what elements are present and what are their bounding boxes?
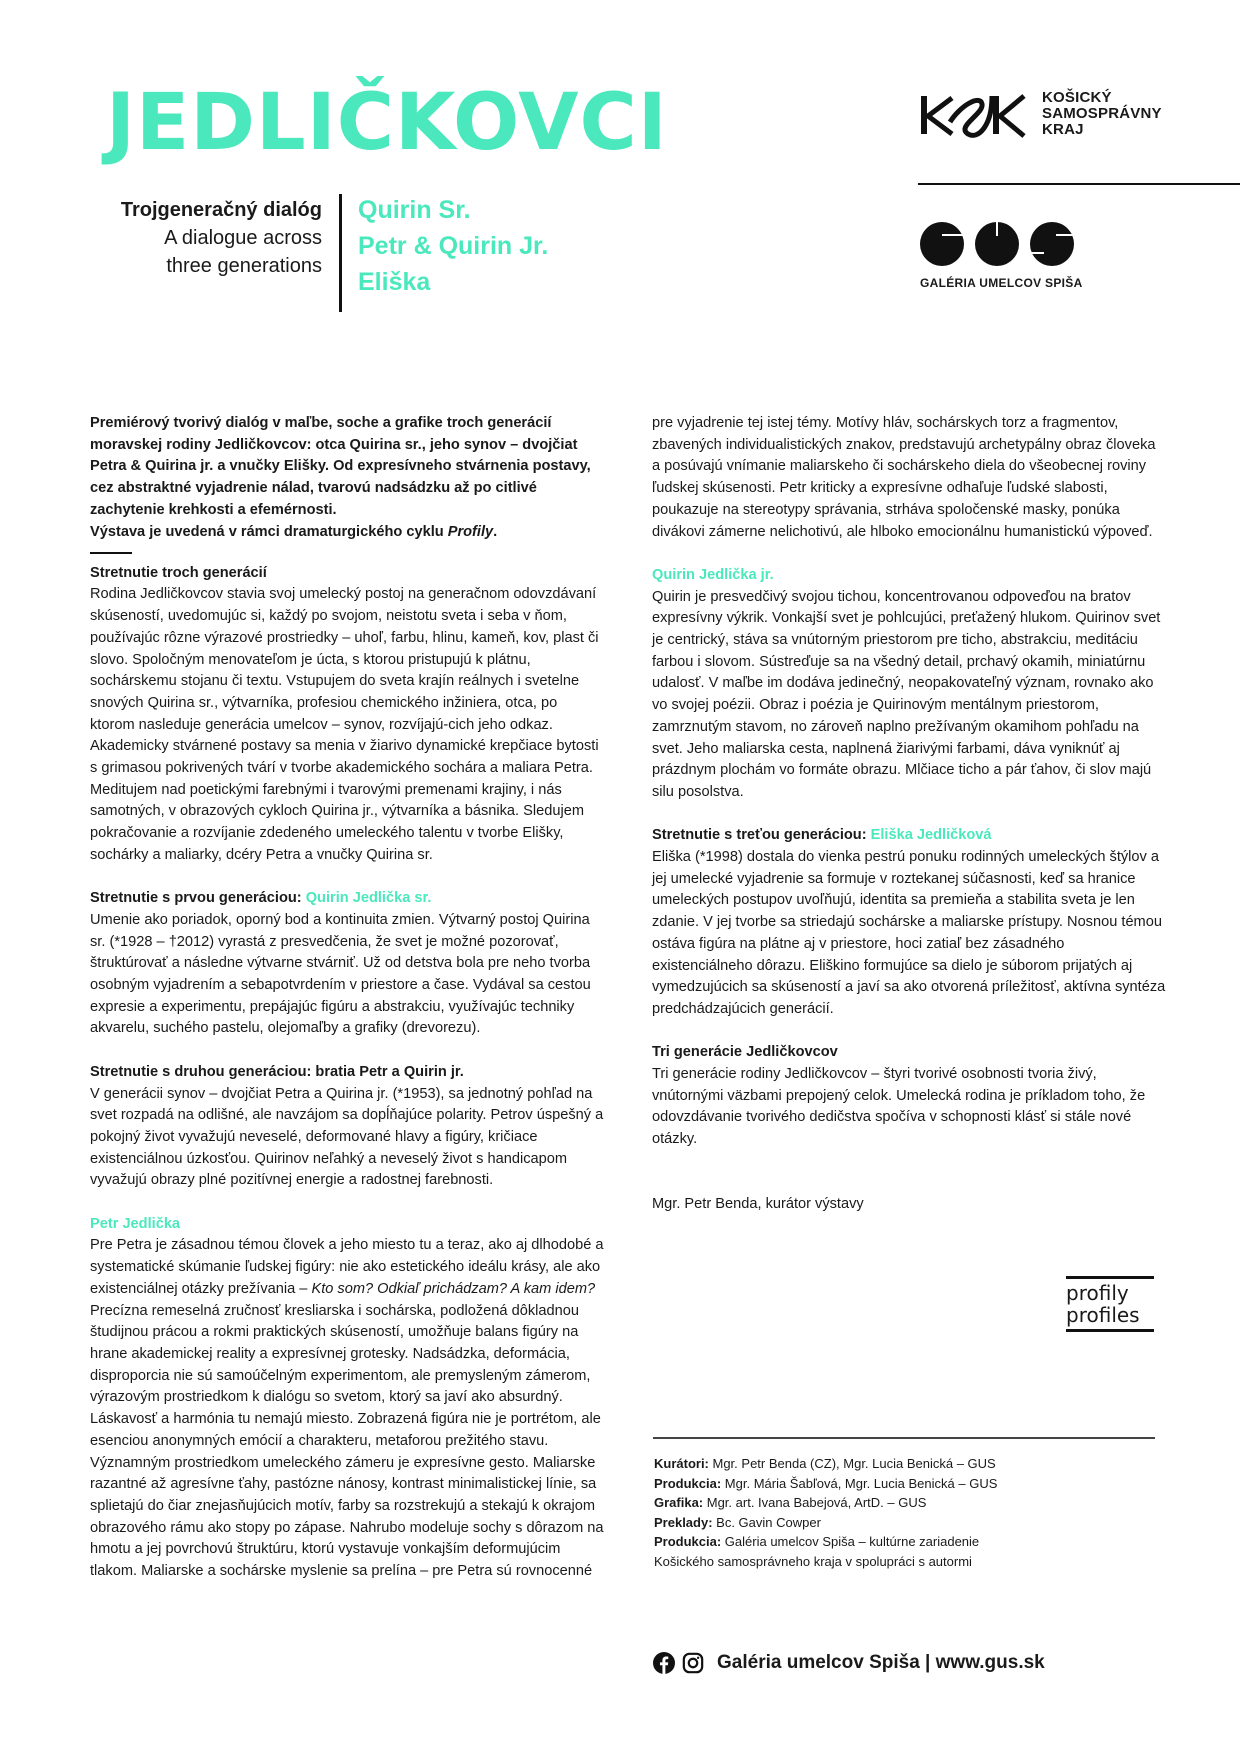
ksk-logo [920,86,1162,142]
profily-line: profiles [1066,1303,1140,1327]
profily-logo [1066,1276,1154,1332]
section-heading: Stretnutie s treťou generáciou: [652,827,871,844]
section-second-generation [90,1062,605,1192]
body-text: Pre Petra je zásadnou témou človek a jeho miesto tu a teraz, ako aj dlhodobé a systematické skúmanie ľudskej figúry: nie ako estetického ideálu krásy, ale ako existenciálnej otázky prežívania – [90,1237,604,1297]
artist-name: Eliška [358,268,431,296]
intro-cycle-text: Výstava je uvedená v rámci dramaturgického cyklu [90,523,448,540]
profily-line: profily [1066,1281,1129,1305]
ksk-line: KRAJ [1042,121,1084,138]
ksk-line: SAMOSPRÁVNY [1042,105,1162,122]
subtitle-block [100,196,322,280]
section-body [90,1235,605,1582]
header-divider [918,183,1240,185]
section-heading-name: Quirin Jedlička sr. [305,890,432,907]
intro-text: Premiérový tvorivý dialóg v maľbe, soche a grafike troch generácií moravskej rodiny Jedličkovcov: otca Quirina sr., jeho synov – dvojčiat Petra & Quirina jr. a vnučky Elišky. Od expresívneho stvárnenia postavy, cez abstraktné vyjadrenie nálad, tvarovú nadsádzku až po citlivé zachytenie krehkosti a efemérnosti. [90,415,591,518]
credit-row [654,1513,997,1533]
ksk-mark-icon [920,86,1030,142]
credit-row [654,1532,997,1552]
section-three-generations [90,563,605,867]
body-text: Precízna remeselná zručnosť kresliarska i sochárska, podložená dôkladnou študijnou prácou a rokmi praktických skúseností, umožňuje balans figúry na hrane akademickej reality a expresívnej grotesky. Nadsádzka, deformácia, disproporcia nie sú samoúčelným experimentom, ale premysleným zámerom, výrazovým prostriedkom k dialógu so svetom, ktorý sa javí ako absurdný. Láskavosť a harmónia tu nemajú miesto. Zobrazená figúra nie je portrétom, ale esenciou anonymných emócií a charakteru, metaforou prežitého stavu. Významným prostriedkom umeleckého zámeru je expresívne gesto. Maliarske razantné až agresívne ťahy, pastózne nánosy, kontrast minimalistickej línie, sa splietajú do čiar znejasňujúcich motív, farby sa rozstrekujú a stekajú k okrajom obrazového rámu ako stopy po zápase. Nahrubo modeluje sochy s dôrazom na hmotu a jej povrchovú štruktúru, ktorú vystavuje vonkajším deformujúcim tlakom. Maliarske a sochárske myslenie sa prelína – pre Petra sú rovnocenné [90,1302,604,1580]
artist-list [358,192,548,300]
subtitle-sk: Trojgeneračný dialóg [120,199,322,221]
left-column [90,413,605,1583]
facebook-icon[interactable] [653,1652,675,1674]
section-body: Quirin je presvedčivý svojou tichou, koncentrovanou odpoveďou na bratov expresívny výkrik. Vonkajší svet je pohlcujúci, preťažený hlukom. Quirinov svet je centrický, stáva sa vnútorným priestorom pre ticho, abstrakciu, meditáciu farbou i slovom. Sústreďuje sa na všedný detail, prchavý okamih, miniatúrnu udalosť. V maľbe im dodáva jedinečný, neopakovateľný význam, rovnako ako vo svojej poézii. Obraz i poézia je Quirinovým mentálnym priestorom, zamrznutým stavom, no zároveň naplno prežívaným okamihom pohľadu na svet. Jeho maliarska cesta, naplnená žiarivými farbami, dáva vyniknúť aj prázdnym plochám vo formáte obrazu. Mlčiace ticho a pár ťahov, či slov majú silu posolstva. [652,588,1161,800]
section-heading: Stretnutie s druhou generáciou: bratia Petr a Quirin jr. [90,1063,464,1080]
gus-s-circle-icon [1030,222,1074,266]
credit-row [654,1454,997,1474]
section-body: Umenie ako poriadok, oporný bod a kontinuita zmien. Výtvarný postoj Quirina sr. (*1928 – †2012) vyrastá z presvedčenia, že svet je možné pozorovať, štruktúrovať a následne výtvarne stvárniť. Už od detstva bola pre neho tvorba osobným vyjadrením a sebapotvrdením v priestore a čase. Vydával sa cestou expresie a experimentu, prepájajúc figúru a abstrakciu, využívajúc techniky akvarelu, suchého pastelu, olejomaľby a grafiky (drevorezu). [90,911,591,1037]
credit-value: Bc. Gavin Cowper [712,1514,821,1530]
artist-name: Petr & Quirin Jr. [358,232,549,260]
section-petr-continued: pre vyjadrenie tej istej témy. Motívy hláv, sochárskych torz a fragmentov, zbavených individualistických znakov, predstavujú archetypálny obraz človeka a posúvajú vnímanie maliarskeho či sochárskeho diela do všeobecnej roviny ľudskej skúsenosti. Petr kriticky a expresívne odhaľuje ľudské slabosti, poukazuje na stereotypy správania, strháva spoločenské masky, ponúka divákovi zámerne nelichotivú, ale hlboko emocionálnu humanistickú výpoveď. [652,415,1156,540]
credit-label: Grafika: [654,1495,704,1510]
footer [653,1652,1045,1674]
gus-u-circle-icon [975,222,1019,266]
section-first-generation [90,888,605,1040]
profily-bottom-bar [1066,1329,1154,1332]
profily-top-bar [1066,1276,1154,1279]
credit-row [654,1474,997,1494]
footer-text: Galéria umelcov Spiša | www.gus.sk [717,1652,1045,1673]
section-heading: Stretnutie troch generácií [90,564,267,581]
section-body: Tri generácie rodiny Jedličkovcov – štyri tvorivé osobnosti tvoria živý, vnútornými väzbami prepojený celok. Umelecká rodina je príkladom toho, že odovzdávanie tvorivého dedičstva spočíva v schopnosti klásť si stále nové otázky. [652,1066,1146,1148]
credit-value: Mgr. Mária Šabľová, Mgr. Lucia Benická – GUS [721,1475,998,1491]
subtitle-en-line1: A dialogue across [164,227,322,249]
section-three-generations-summary [652,1042,1167,1151]
credit-row-continued: Košického samosprávneho kraja v spolupráci s autormi [654,1553,972,1569]
vertical-divider [339,194,342,312]
credits-block [654,1454,997,1571]
section-body: V generácii synov – dvojčiat Petra a Quirina jr. (*1953), sa jednotný pohľad na svet rozpadá na odlišné, ale navzájom sa dopĺňajúce polarity. Petrov úspešný a pokojný život vyvažujú neveselé, deformované hlavy a figúry, kričiace existenciálnou úzkosťou. Quirinov neľahký a neveselý život s handicapom vyvažujú obrazy plné pozitívnej energie a radostnej farebnosti. [90,1085,604,1189]
gus-g-circle-icon [920,222,964,266]
credit-value: Mgr. art. Ivana Babejová, ArtD. – GUS [703,1495,927,1510]
right-column [652,413,1167,1216]
intro-cycle-name: Profily [447,523,494,540]
curator-signature: Mgr. Petr Benda, kurátor výstavy [652,1195,864,1212]
gus-logo [920,222,1083,290]
section-quirin-jr [652,565,1167,804]
intro-paragraph [90,413,605,543]
intro-period: . [493,523,498,540]
section-heading: Stretnutie s prvou generáciou: [90,890,306,907]
section-heading-name: Eliška Jedličková [870,827,992,844]
ksk-line: KOŠICKÝ [1042,89,1112,106]
section-petr [90,1214,605,1583]
section-body: Rodina Jedličkovcov stavia svoj umelecký postoj na generačnom odovzdávaní skúseností, uvedomujúc si, každý po svojom, neistotu sveta i seba v ňom, používajúc rôzne výrazové prostriedky – uhoľ, farbu, hlinu, kameň, kov, plast či slovo. Spoločným menovateľom je úcta, s ktorou pristupujú k plátnu, sochárskemu stojanu či textu. Vstupujem do sveta krajín reálnych i svetelne snových Quirina sr., výtvarníka, profesiou chemického inžiniera, otca, po ktorom nasleduje generácia umelcov – synov, rozvíjajú-cich jeho odkaz. Akademicky stvárnené postavy sa menia v žiarivo dynamické krepčiace bytosti s grimasou pokrivených tvárí v tvorbe akademického sochára a maliara Petra. Meditujem nad poetickými farebnými i tvarovými premenami krajiny, i nás samotných, v obrazových cykloch Quirina jr., výtvarníka a básnika. Sledujem pokračovanie a rozvíjanie zdedeného umeleckého talentu v tvorbe Elišky, sochárky a maliarky, dcéry Petra a vnučky Quirina sr. [90,586,599,863]
credit-row [654,1493,997,1513]
page-title: JEDLIČKOVCI [106,78,668,168]
section-heading-name: Quirin Jedlička jr. [652,566,774,583]
credit-value: Galéria umelcov Spiša – kultúrne zariadenie [721,1534,980,1549]
credit-label: Produkcia: [654,1534,722,1549]
short-rule [90,552,132,554]
artist-name: Quirin Sr. [358,196,471,224]
instagram-icon[interactable] [682,1652,704,1674]
section-body: Eliška (*1998) dostala do vienka pestrú ponuku rodinných umeleckých štýlov a jej umelecké vyjadrenie sa formuje v roztekanej súčasnosti, keď sa hranice umeleckých postupov uvoľňujú, identita sa premieňa a stabilita sveta je len zdanie. V jej tvorbe sa striedajú sochárske a maliarske prístupy. Nosnou témou ostáva figúra na plátne aj v priestore, hoci zatiaľ bez zásadného existenciálneho dôrazu. Eliškino formujúce sa dielo je súborom prijatých aj vymedzujúcich sa skúseností a javí sa ako otvorená príležitosť, aktívna syntéza predchádzajúcich generácií. [652,849,1166,1017]
section-third-generation [652,825,1167,1020]
credit-label: Preklady: [654,1514,713,1530]
section-heading: Tri generácie Jedličkovcov [652,1044,838,1061]
credit-label: Produkcia: [654,1475,722,1491]
gus-name: GALÉRIA UMELCOV SPIŠA [920,276,1083,290]
section-heading-name: Petr Jedlička [90,1215,181,1232]
credits-divider [653,1437,1155,1439]
ksk-name [1042,90,1162,138]
credit-value: Mgr. Petr Benda (CZ), Mgr. Lucia Benická – GUS [708,1456,996,1471]
subtitle-en-line2: three generations [166,255,322,277]
credit-label: Kurátori: [654,1456,709,1471]
body-italic-questions: Kto som? Odkiaľ prichádzam? A kam idem? [311,1280,596,1297]
